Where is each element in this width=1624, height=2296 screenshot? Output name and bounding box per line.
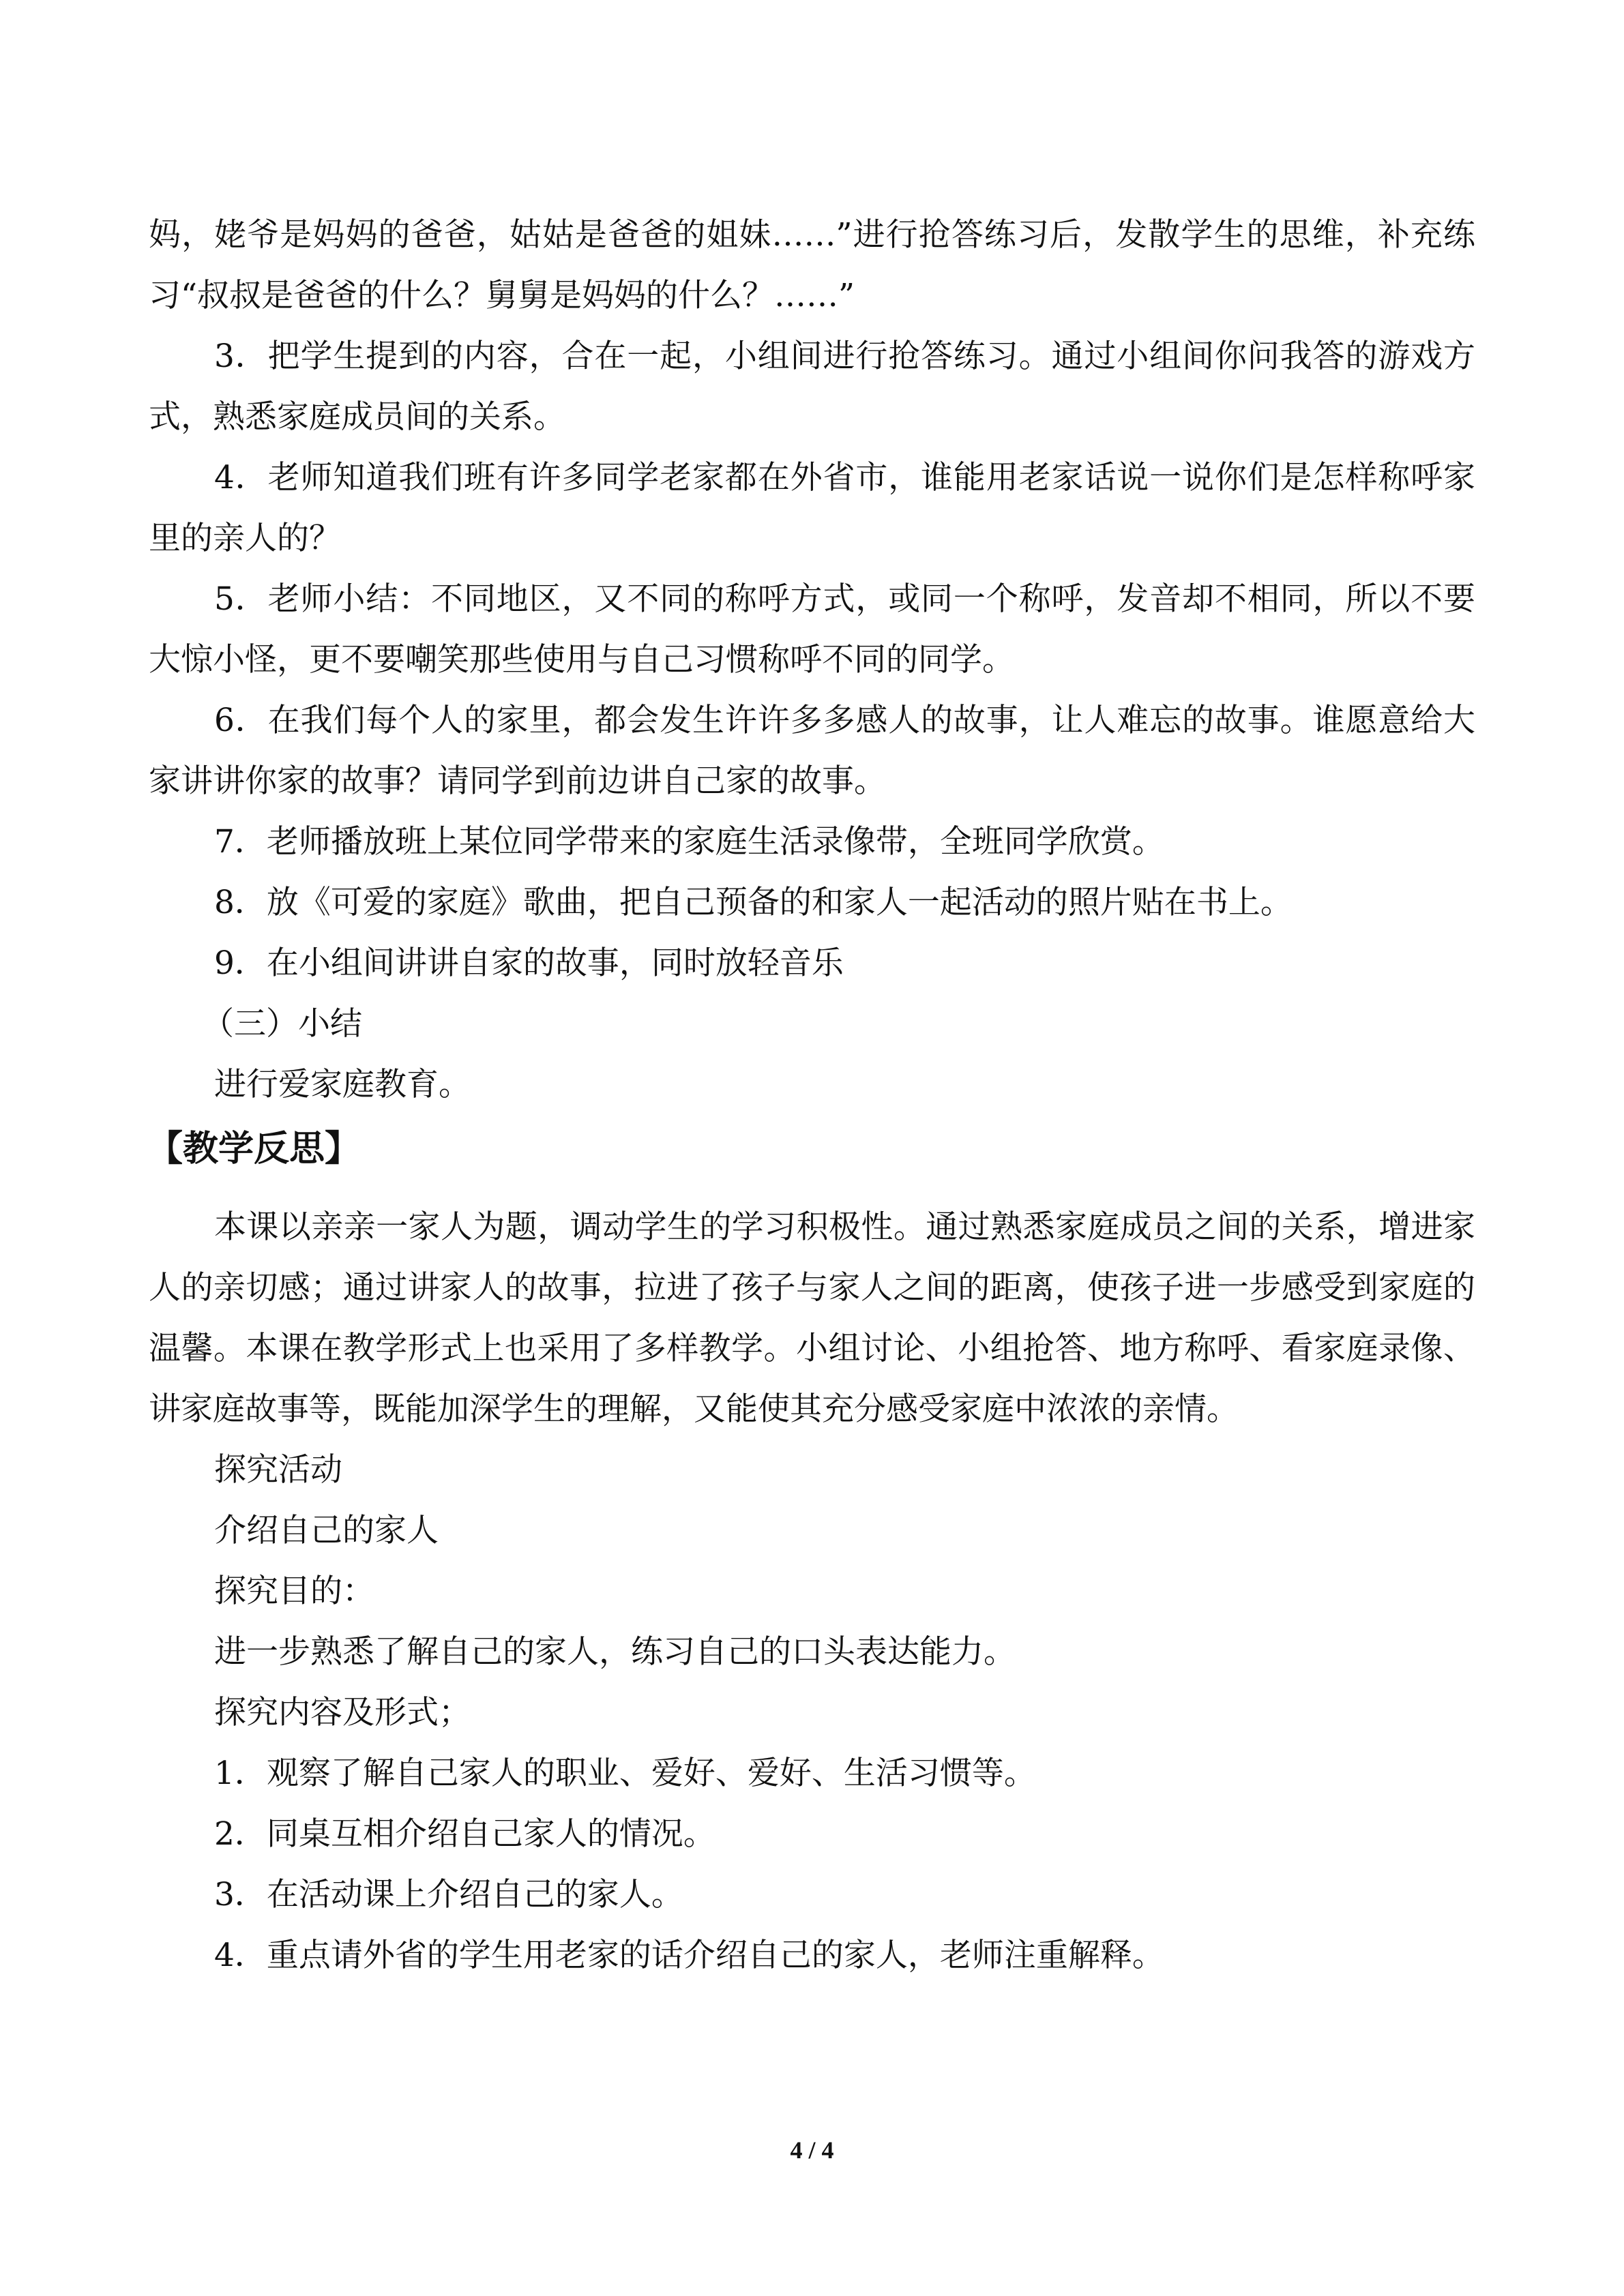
paragraph-item-3: 3．把学生提到的内容，合在一起，小组间进行抢答练习。通过小组间你问我答的游戏方式，熟悉家庭成员间的关系。	[149, 338, 1475, 436]
activity-goal-text: 进一步熟悉了解自己的家人，练习自己的口头表达能力。	[214, 1633, 1016, 1671]
section-summary-title: （三）小结	[202, 1005, 362, 1043]
reflection-paragraph: 本课以亲亲一家人为题，调动学生的学习积极性。通过熟悉家庭成员之间的关系，增进家人的亲切感；通过讲家人的故事，拉进了孩子与家人之间的距离，使孩子进一步感受到家庭的温馨。本课在教学形式上也采用了多样教学。小组讨论、小组抢答、地方称呼、看家庭录像、讲家庭故事等，既能加深学生的理解，又能使其充分感受家庭中浓浓的亲情。	[149, 1208, 1475, 1428]
paragraph-item-5: 5．老师小结：不同地区，又不同的称呼方式，或同一个称呼，发音却不相同，所以不要大惊小怪，更不要嘲笑那些使用与自己习惯称呼不同的同学。	[149, 580, 1475, 679]
activity-item-2: 2．同桌互相介绍自己家人的情况。	[214, 1815, 715, 1853]
section-summary-text: 进行爱家庭教育。	[214, 1066, 471, 1103]
paragraph-item-8: 8．放《可爱的家庭》歌曲，把自己预备的和家人一起活动的照片贴在书上。	[214, 884, 1293, 921]
page-content	[149, 205, 1475, 1986]
paragraph-item-7: 7．老师播放班上某位同学带来的家庭生活录像带，全班同学欣赏。	[214, 823, 1164, 861]
paragraph-item-9: 9．在小组间讲讲自家的故事，同时放轻音乐	[214, 944, 844, 982]
activity-item-3: 3．在活动课上介绍自己的家人。	[214, 1876, 683, 1913]
paragraph-item-4: 4．老师知道我们班有许多同学老家都在外省市，谁能用老家话说一说你们是怎样称呼家里的亲人的？	[149, 459, 1475, 557]
section-heading-reflection: 【教学反思】	[147, 1129, 361, 1169]
page-number: 4 / 4	[790, 2136, 834, 2164]
activity-goal-label: 探究目的：	[214, 1572, 374, 1610]
activity-title: 探究活动	[214, 1451, 342, 1489]
paragraph-continuation: 妈，姥爷是妈妈的爸爸，姑姑是爸爸的姐妹……”进行抢答练习后，发散学生的思维，补充练习“叔叔是爸爸的什么？舅舅是妈妈的什么？……”	[149, 216, 1475, 314]
activity-item-1: 1．观察了解自己家人的职业、爱好、爱好、生活习惯等。	[214, 1755, 1036, 1792]
activity-subtitle: 介绍自己的家人	[214, 1512, 439, 1549]
activity-content-label: 探究内容及形式；	[214, 1694, 471, 1731]
activity-item-4: 4．重点请外省的学生用老家的话介绍自己的家人，老师注重解释。	[214, 1937, 1164, 1974]
paragraph-item-6: 6．在我们每个人的家里，都会发生许许多多感人的故事，让人难忘的故事。谁愿意给大家讲讲你家的故事？请同学到前边讲自己家的故事。	[149, 702, 1475, 800]
